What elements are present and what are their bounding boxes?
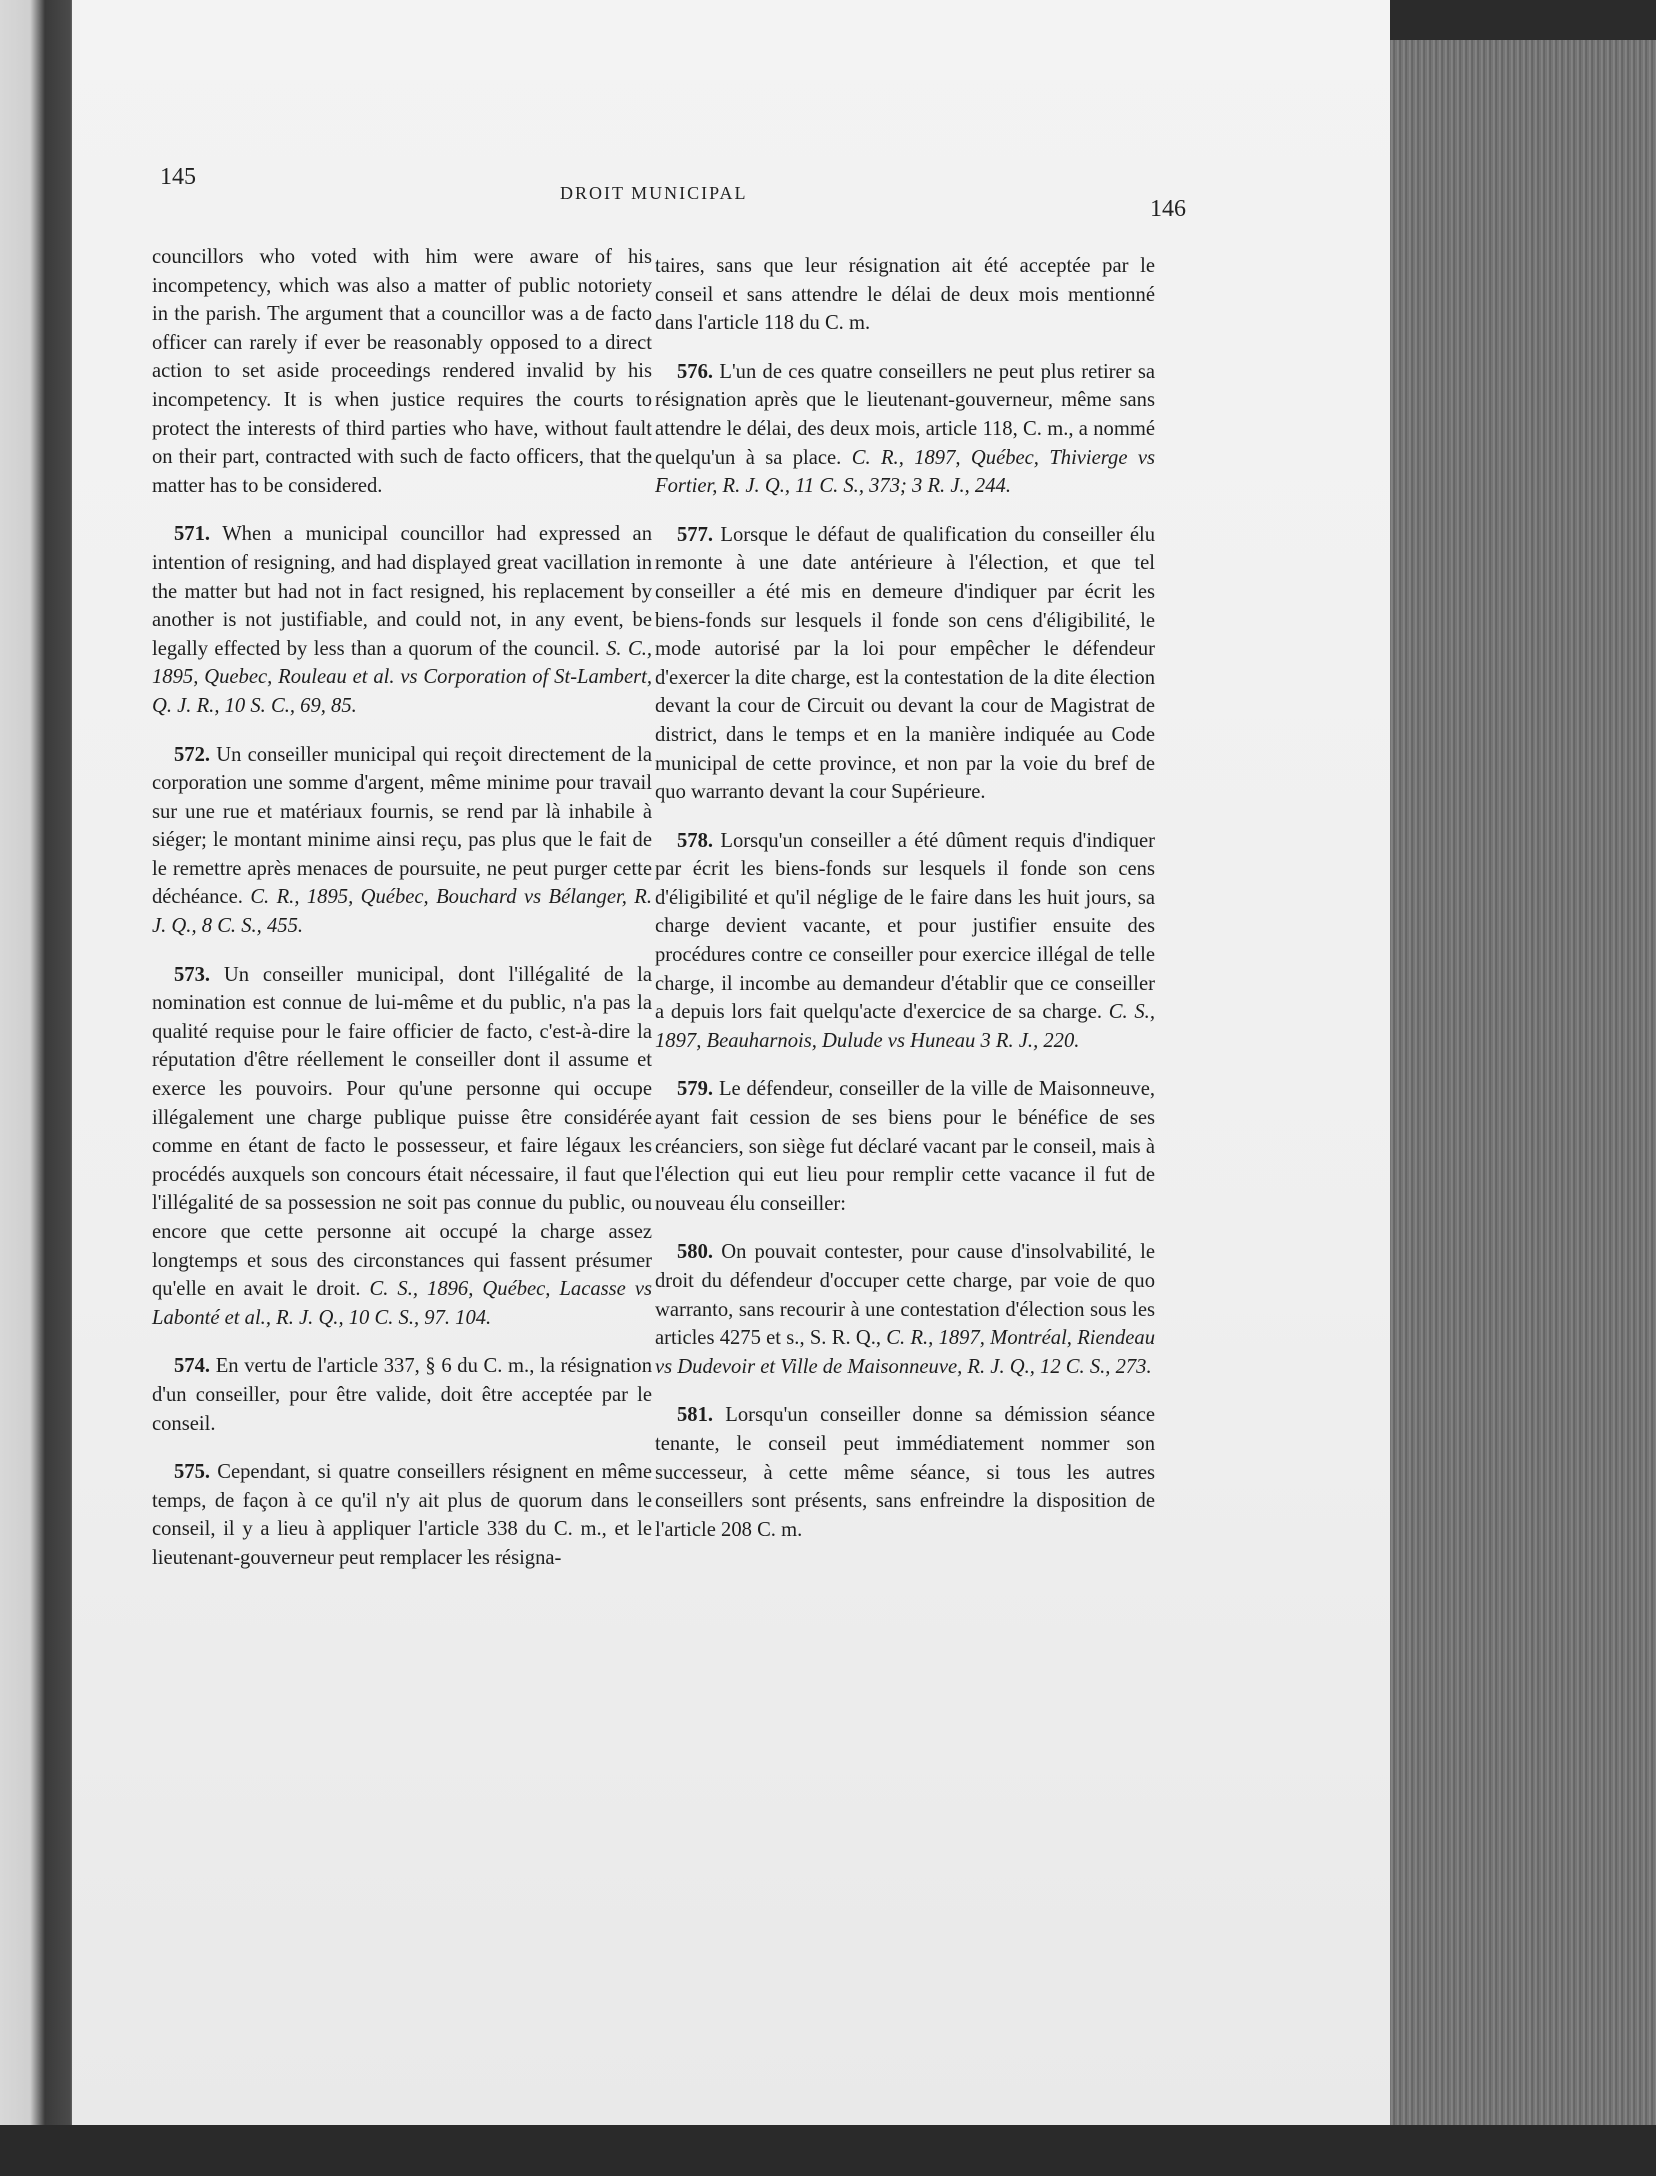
left-column xyxy=(152,243,652,1593)
paragraph: 580. On pouvait contester, pour cause d'insolvabilité, le droit du défendeur d'occuper cette charge, par voie de quo warranto, sans recourir à une contestation d'élection sous les articles 4275 et s., S. R. Q., C. R., 1897, Montréal, Riendeau vs Dudevoir et Ville de Maisonneuve, R. J. Q., 12 C. S., 273. xyxy=(655,1241,1155,1378)
paragraph: 573. Un conseiller municipal, dont l'illégalité de la nomination est connue de lui-même et du public, n'a pas la qualité requise pour le faire officier de facto, c'est-à-dire la réputation d'être réellement le conseiller dont il assume et exerce les pouvoirs. Pour qu'une personne qui occupe illégalement une charge publique puisse être considérée comme en étant de facto le possesseur, et faire légaux les procédés auxquels son concours était nécessaire, il faut que l'illégalité de sa possession ne soit pas connue du public, ou encore que cette personne ait occupé la charge assez longtemps et sous des circonstances qui fassent présumer qu'elle en avait le droit. C. S., 1896, Québec, Lacasse vs Labonté et al., R. J. Q., 10 C. S., 97. 104. xyxy=(152,963,652,1329)
paragraph: councillors who voted with him were aware of his incompetency, which was also a matter of public notoriety in the parish. The argument that a councillor was a de facto officer can rarely if ever be reasonably opposed to a direct action to set aside proceedings rendered invalid by his incompetency. It is when justice requires the courts to protect the interests of third parties who have, without fault on their part, contracted with such de facto officers, that the matter has to be considered. xyxy=(152,246,652,497)
paragraph: 571. When a municipal councillor had expressed an intention of resigning, and had displayed great vacillation in the matter but had not in fact resigned, his replacement by another is not justifiable, and could not, in any event, be legally effected by less than a quorum of the council. S. C., 1895, Quebec, Rouleau et al. vs Corporation of St-Lambert, Q. J. R., 10 S. C., 69, 85. xyxy=(152,523,652,717)
paragraph: 577. Lorsque le défaut de qualification du conseiller élu remonte à une date antérieure à l'élection, et que tel conseiller a été mis en demeure d'indiquer par écrit les biens-fonds sur lesquels il fonde son cens d'éligibilité, le mode autorisé par la loi pour empêcher le défendeur d'exercer la dite charge, est la contestation de la dite élection devant la cour de Circuit ou devant la cour de Magistrat de district, dans le temps et en la manière indiquée au Code municipal de cette province, et non par la voie du bref de quo warranto devant la cour Supérieure. xyxy=(655,523,1155,804)
paragraph: 579. Le défendeur, conseiller de la ville de Maisonneuve, ayant fait cession de ses biens pour le bénéfice de ses créanciers, son siège fut déclaré vacant par le conseil, mais à l'élection qui eut lieu pour remplir cette vacance il fut de nouveau élu conseiller: xyxy=(655,1078,1155,1215)
paragraph: 581. Lorsqu'un conseiller donne sa démission séance tenante, le conseil peut immédiatement nommer son successeur, à cette même séance, si tous les autres conseillers sont présents, sans enfreindre la disposition de l'article 208 C. m. xyxy=(655,1404,1155,1541)
paragraph: 575. Cependant, si quatre conseillers résignent en même temps, de façon à ce qu'il n'y ait plus de quorum dans le conseil, il y a lieu à appliquer l'article 338 du C. m., et le lieutenant-gouverneur peut remplacer les résigna- xyxy=(152,1461,652,1569)
paragraph: 578. Lorsqu'un conseiller a été dûment requis d'indiquer par écrit les biens-fonds sur lesquels il fonde son cens d'éligibilité et qu'il néglige de le faire dans les huit jours, sa charge devient vacante, et pour justifier ensuite des procédures contre ce conseiller pour exercice illégal de telle charge, il incombe au demandeur d'établir que ce conseiller a depuis lors fait quelqu'acte d'exercice de sa charge. C. S., 1897, Beauharnois, Dulude vs Huneau 3 R. J., 220. xyxy=(655,829,1155,1052)
bottom-strip xyxy=(0,2125,1656,2176)
folio-left: 145 xyxy=(160,164,196,190)
paragraph: taires, sans que leur résignation ait été acceptée par le conseil et sans attendre le délai de deux mois mentionné dans l'article 118 du C. m. xyxy=(655,255,1155,335)
paragraph: 576. L'un de ces quatre conseillers ne peut plus retirer sa résignation après que le lieutenant-gouverneur, même sans attendre le délai, des deux mois, article 118, C. m., a nommé quelqu'un à sa place. C. R., 1897, Québec, Thivierge vs Fortier, R. J. Q., 11 C. S., 373; 3 R. J., 244. xyxy=(655,360,1155,498)
right-column xyxy=(655,252,1155,1564)
folio-right: 146 xyxy=(1150,196,1186,222)
book-edge xyxy=(1390,40,1656,2130)
paragraph: 574. En vertu de l'article 337, § 6 du C. m., la résignation d'un conseiller, pour être valide, doit être acceptée par le conseil. xyxy=(152,1355,652,1435)
paragraph: 572. Un conseiller municipal qui reçoit directement de la corporation une somme d'argent, même minime pour travail sur une rue et matériaux fournis, se rend par là inhabile à siéger; le montant minime ainsi reçu, pas plus que le fait de le remettre après menaces de poursuite, ne peut purger cette déchéance. C. R., 1895, Québec, Bouchard vs Bélanger, R. J. Q., 8 C. S., 455. xyxy=(152,743,652,938)
left-gutter xyxy=(0,0,75,2176)
running-head: DROIT MUNICIPAL xyxy=(560,183,748,203)
